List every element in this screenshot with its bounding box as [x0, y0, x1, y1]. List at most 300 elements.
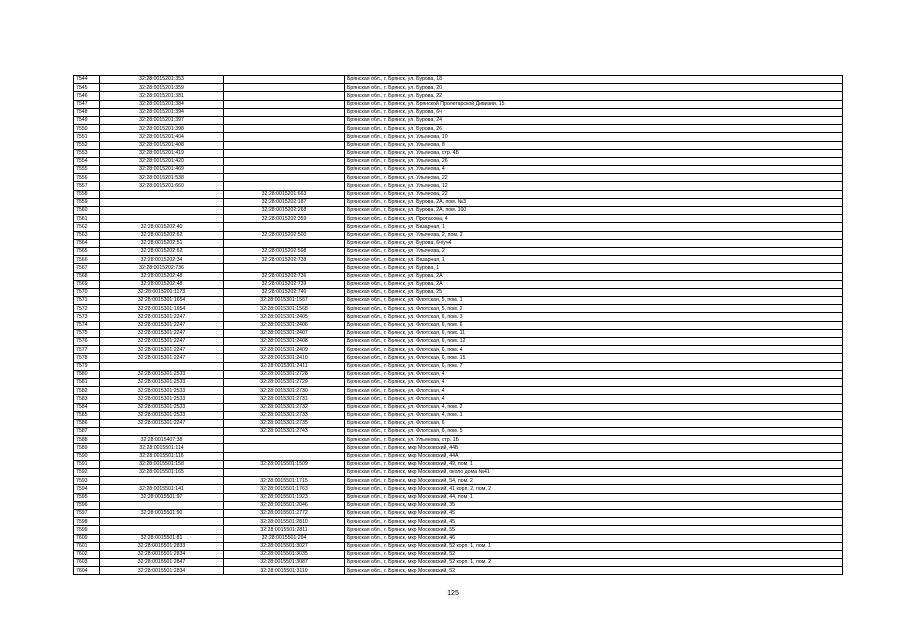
address-cell: Брянская обл., г. Брянск, ул. Ульянова, 8 [345, 141, 843, 149]
table-row [74, 116, 843, 124]
row-number-cell: 7568 [74, 272, 100, 280]
row-number-cell: 7579 [74, 362, 100, 370]
address-cell: Брянская обл., г. Брянск, мкр Московский, 44А [345, 452, 843, 460]
land-cadastral-number-cell: 32:28:0015501:158 [100, 460, 224, 468]
address-cell: Брянская обл., г. Брянск, ул. Ульянова, 26 [345, 157, 843, 165]
row-number-cell: 7588 [74, 436, 100, 444]
land-cadastral-number-cell: 32:28:0015301:2247 [100, 321, 224, 329]
building-cadastral-number-cell [224, 239, 345, 247]
row-number-cell: 7562 [74, 223, 100, 231]
address-cell: Брянская обл., г. Брянск, ул. Флотская, 6, пом. 12 [345, 338, 843, 346]
row-number-cell: 7557 [74, 182, 100, 190]
table-row [74, 378, 843, 386]
table-row [74, 329, 843, 337]
land-cadastral-number-cell: 32:28:0015202:736 [100, 264, 224, 272]
address-cell: Брянская обл., г. Брянск, ул. Ульянова, 22 [345, 190, 843, 198]
table-row [74, 534, 843, 542]
building-cadastral-number-cell [224, 174, 345, 182]
land-cadastral-number-cell: 32:28:0015201:397 [100, 116, 224, 124]
registry-table-body [74, 76, 843, 575]
land-cadastral-number-cell: 32:28:0015201:404 [100, 133, 224, 141]
address-cell: Брянская обл., г. Брянск, ул. Бурова, 2А, пом. №3 [345, 198, 843, 206]
table-row [74, 215, 843, 223]
row-number-cell: 7584 [74, 403, 100, 411]
address-cell: Брянская обл., г. Брянск, ул. Ульянова, стр. 1Б [345, 436, 843, 444]
building-cadastral-number-cell: 32:28:0015301:1567 [224, 297, 345, 305]
table-row [74, 182, 843, 190]
building-cadastral-number-cell [224, 116, 345, 124]
row-number-cell: 7544 [74, 76, 100, 84]
table-row [74, 460, 843, 468]
address-cell: Брянская обл., г. Брянск, ул. Флотская, 6, пом. 7 [345, 362, 843, 370]
table-row [74, 305, 843, 313]
building-cadastral-number-cell [224, 223, 345, 231]
table-row [74, 354, 843, 362]
table-row [74, 157, 843, 165]
land-cadastral-number-cell: 32:28:0015201:420 [100, 157, 224, 165]
building-cadastral-number-cell [224, 141, 345, 149]
table-row [74, 166, 843, 174]
land-cadastral-number-cell [100, 518, 224, 526]
row-number-cell: 7547 [74, 100, 100, 108]
building-cadastral-number-cell [224, 125, 345, 133]
row-number-cell: 7569 [74, 280, 100, 288]
address-cell: Брянская обл., г. Брянск, ул. Флотская, 6 [345, 419, 843, 427]
table-row [74, 141, 843, 149]
page-number: 125 [447, 590, 459, 597]
row-number-cell: 7577 [74, 346, 100, 354]
building-cadastral-number-cell: 32:28:0015301:2732 [224, 403, 345, 411]
land-cadastral-number-cell: 32:28:0015201:359 [100, 84, 224, 92]
row-number-cell: 7585 [74, 411, 100, 419]
table-row [74, 436, 843, 444]
building-cadastral-number-cell [224, 84, 345, 92]
address-cell: Брянская обл., г. Брянск, ул. Бурова, 1 [345, 264, 843, 272]
address-cell: Брянская обл., г. Брянск, ул. Флотская, 4, пом. 2 [345, 403, 843, 411]
table-row [74, 76, 843, 84]
table-row [74, 346, 843, 354]
table-row [74, 542, 843, 550]
building-cadastral-number-cell: 32:28:0015201:663 [224, 190, 345, 198]
address-cell: Брянская обл., г. Брянск, ул. Флотская, 6, пом. 3 [345, 313, 843, 321]
land-cadastral-number-cell: 32:28:0015301:2247 [100, 346, 224, 354]
address-cell: Брянская обл., г. Брянск, ул. Бурова, 2А [345, 272, 843, 280]
address-cell: Брянская обл., г. Брянск, ул. Бурова, 2А [345, 280, 843, 288]
building-cadastral-number-cell: 32:28:0015301:2411 [224, 362, 345, 370]
building-cadastral-number-cell: 32:28:0015301:2729 [224, 378, 345, 386]
building-cadastral-number-cell: 32:28:0015501:3035 [224, 550, 345, 558]
row-number-cell: 7548 [74, 108, 100, 116]
address-cell: Брянская обл., г. Брянск, ул. Флотская, 6, пом. 4 [345, 346, 843, 354]
table-row [74, 100, 843, 108]
address-cell: Брянская обл., г. Брянск, ул. Базарная, 1 [345, 256, 843, 264]
building-cadastral-number-cell: 32:28:0015501:3027 [224, 542, 345, 550]
table-row [74, 280, 843, 288]
land-cadastral-number-cell [100, 207, 224, 215]
table-row [74, 108, 843, 116]
table-row [74, 272, 843, 280]
table-row [74, 297, 843, 305]
table-row [74, 231, 843, 239]
building-cadastral-number-cell [224, 149, 345, 157]
row-number-cell: 7566 [74, 256, 100, 264]
address-cell: Брянская обл., г. Брянск, мкр Московский, 55 [345, 526, 843, 534]
building-cadastral-number-cell: 32:28:0015501:1923 [224, 493, 345, 501]
land-cadastral-number-cell: 32:28:0015202:62 [100, 247, 224, 255]
row-number-cell: 7571 [74, 297, 100, 305]
row-number-cell: 7556 [74, 174, 100, 182]
table-row [74, 149, 843, 157]
land-cadastral-number-cell: 32:28:0015201:398 [100, 125, 224, 133]
table-row [74, 469, 843, 477]
row-number-cell: 7565 [74, 247, 100, 255]
table-row [74, 567, 843, 575]
address-cell: Брянская обл., г. Брянск, мкр Московский, 45 [345, 509, 843, 517]
row-number-cell: 7600 [74, 534, 100, 542]
land-cadastral-number-cell: 32:28:0015501:2847 [100, 559, 224, 567]
table-row [74, 444, 843, 452]
address-cell: Брянская обл., г. Брянск, ул. Флотская, 4 [345, 387, 843, 395]
table-row [74, 419, 843, 427]
row-number-cell: 7570 [74, 288, 100, 296]
table-row [74, 239, 843, 247]
table-row [74, 133, 843, 141]
table-row [74, 190, 843, 198]
land-cadastral-number-cell: 32:28:0015501:114 [100, 444, 224, 452]
building-cadastral-number-cell: 32:28:0015301:2405 [224, 313, 345, 321]
address-cell: Брянская обл., г. Брянск, ул. Флотская, 6, пом. 6 [345, 321, 843, 329]
row-number-cell: 7550 [74, 125, 100, 133]
building-cadastral-number-cell: 32:28:0015301:2743 [224, 428, 345, 436]
address-cell: Брянская обл., г. Брянск, ул. Ульянова, 2, пом. 2 [345, 231, 843, 239]
address-cell: Брянская обл., г. Брянск, ул. Флотская, 6, пом. 11 [345, 329, 843, 337]
address-cell: Брянская обл., г. Брянск, ул. Брянской Пролетарской Дивизии, 15 [345, 100, 843, 108]
building-cadastral-number-cell [224, 444, 345, 452]
land-cadastral-number-cell: 32:28:0015301:2533 [100, 378, 224, 386]
address-cell: Брянская обл., г. Брянск, ул. Флотская, 4 [345, 395, 843, 403]
building-cadastral-number-cell: 32:28:0015301:2728 [224, 370, 345, 378]
land-cadastral-number-cell: 32:28:0015407:38 [100, 436, 224, 444]
address-cell: Брянская обл., г. Брянск, ул. Флотская, 5, пом. 1 [345, 297, 843, 305]
row-number-cell: 7604 [74, 567, 100, 575]
address-cell: Брянская обл., г. Брянск, ул. Базарная, 1 [345, 223, 843, 231]
building-cadastral-number-cell: 32:28:0015202:736 [224, 272, 345, 280]
row-number-cell: 7590 [74, 452, 100, 460]
address-cell: Брянская обл., г. Брянск, ул. Флотская, 4, пом. 1 [345, 411, 843, 419]
building-cadastral-number-cell: 32:28:0015301:2730 [224, 387, 345, 395]
building-cadastral-number-cell [224, 76, 345, 84]
building-cadastral-number-cell: 32:28:0015202:500 [224, 231, 345, 239]
row-number-cell: 7574 [74, 321, 100, 329]
land-cadastral-number-cell [100, 501, 224, 509]
row-number-cell: 7587 [74, 428, 100, 436]
table-row [74, 387, 843, 395]
row-number-cell: 7575 [74, 329, 100, 337]
table-row [74, 362, 843, 370]
table-row [74, 174, 843, 182]
land-cadastral-number-cell: 32:28:0015301:2533 [100, 387, 224, 395]
address-cell: Брянская обл., г. Брянск, мкр Московский, 52 корп. 1, пом. 2 [345, 559, 843, 567]
land-cadastral-number-cell: 32:28:0015301:2247 [100, 419, 224, 427]
row-number-cell: 7586 [74, 419, 100, 427]
building-cadastral-number-cell: 32:28:0015501:2810 [224, 518, 345, 526]
building-cadastral-number-cell: 32:28:0015301:2409 [224, 346, 345, 354]
land-cadastral-number-cell: 32:28:0015201:538 [100, 174, 224, 182]
land-cadastral-number-cell: 32:28:0015301:2533 [100, 411, 224, 419]
table-row [74, 84, 843, 92]
row-number-cell: 7596 [74, 501, 100, 509]
land-cadastral-number-cell: 32:28:0015202:51 [100, 239, 224, 247]
building-cadastral-number-cell: 32:28:0015202:740 [224, 288, 345, 296]
land-cadastral-number-cell: 32:28:0015501:116 [100, 452, 224, 460]
table-row [74, 256, 843, 264]
land-cadastral-number-cell: 32:28:0015301:2247 [100, 329, 224, 337]
address-cell: Брянская обл., г. Брянск, мкр Московский, 45 [345, 518, 843, 526]
table-row [74, 452, 843, 460]
building-cadastral-number-cell [224, 108, 345, 116]
building-cadastral-number-cell [224, 92, 345, 100]
row-number-cell: 7602 [74, 550, 100, 558]
land-cadastral-number-cell: 32:28:0015201:469 [100, 166, 224, 174]
building-cadastral-number-cell: 32:28:0015301:2407 [224, 329, 345, 337]
address-cell: Брянская обл., г. Брянск, мкр Московский, 46 [345, 534, 843, 542]
land-cadastral-number-cell: 32:28:0015301:2247 [100, 313, 224, 321]
table-row [74, 338, 843, 346]
land-cadastral-number-cell: 32:28:0015202:48 [100, 280, 224, 288]
table-row [74, 92, 843, 100]
building-cadastral-number-cell [224, 436, 345, 444]
table-row [74, 207, 843, 215]
land-cadastral-number-cell: 32:28:0015301:1654 [100, 297, 224, 305]
address-cell: Брянская обл., г. Брянск, ул. Бурова, 22 [345, 92, 843, 100]
land-cadastral-number-cell: 32:28:0015301:1654 [100, 305, 224, 313]
row-number-cell: 7598 [74, 518, 100, 526]
table-row [74, 550, 843, 558]
address-cell: Брянская обл., г. Брянск, ул. Бурова, 24 [345, 116, 843, 124]
row-number-cell: 7573 [74, 313, 100, 321]
building-cadastral-number-cell [224, 469, 345, 477]
row-number-cell: 7549 [74, 116, 100, 124]
row-number-cell: 7595 [74, 493, 100, 501]
land-cadastral-number-cell: 32:28:0015301:2247 [100, 354, 224, 362]
table-row [74, 518, 843, 526]
row-number-cell: 7553 [74, 149, 100, 157]
building-cadastral-number-cell [224, 100, 345, 108]
address-cell: Брянская обл., г. Брянск, ул. Ульянова, 2 [345, 247, 843, 255]
table-row [74, 485, 843, 493]
table-row [74, 223, 843, 231]
address-cell: Брянская обл., г. Брянск, мкр Московский, 44, пом. 1 [345, 493, 843, 501]
address-cell: Брянская обл., г. Брянск, ул. Ульянова, 4 [345, 166, 843, 174]
address-cell: Брянская обл., г. Брянск, ул. Бурова, 26 [345, 125, 843, 133]
building-cadastral-number-cell: 32:28:0015501:294 [224, 534, 345, 542]
address-cell: Брянская обл., г. Брянск, мкр Московский, 52 [345, 567, 843, 575]
table-row [74, 411, 843, 419]
building-cadastral-number-cell: 32:28:0015301:2410 [224, 354, 345, 362]
land-cadastral-number-cell: 32:28:0015202:48 [100, 272, 224, 280]
land-cadastral-number-cell [100, 198, 224, 206]
address-cell: Брянская обл., г. Брянск, ул. Ульянова, 22 [345, 174, 843, 182]
table-row [74, 288, 843, 296]
row-number-cell: 7554 [74, 157, 100, 165]
building-cadastral-number-cell: 32:28:0015501:2811 [224, 526, 345, 534]
land-cadastral-number-cell: 32:28:0015201:384 [100, 100, 224, 108]
building-cadastral-number-cell: 32:28:0015301:2408 [224, 338, 345, 346]
building-cadastral-number-cell: 32:28:0015501:1763 [224, 485, 345, 493]
land-cadastral-number-cell: 32:28:0015201:394 [100, 108, 224, 116]
row-number-cell: 7599 [74, 526, 100, 534]
row-number-cell: 7591 [74, 460, 100, 468]
address-cell: Брянская обл., г. Брянск, ул. Бурова, 6ч/уч4 [345, 239, 843, 247]
land-cadastral-number-cell: 32:28:0015501:90 [100, 509, 224, 517]
address-cell: Брянская обл., г. Брянск, мкр Московский, 52 [345, 550, 843, 558]
row-number-cell: 7551 [74, 133, 100, 141]
land-cadastral-number-cell: 32:28:0015201:353 [100, 76, 224, 84]
building-cadastral-number-cell: 32:28:0015501:1509 [224, 460, 345, 468]
land-cadastral-number-cell: 32:28:0015201:381 [100, 92, 224, 100]
row-number-cell: 7559 [74, 198, 100, 206]
building-cadastral-number-cell: 32:28:0015202:187 [224, 198, 345, 206]
table-row [74, 321, 843, 329]
address-cell: Брянская обл., г. Брянск, мкр Московский, около дома №41 [345, 469, 843, 477]
registry-table [73, 75, 843, 575]
address-cell: Брянская обл., г. Брянск, ул. Флотская, 5, пом. 2 [345, 305, 843, 313]
table-row [74, 247, 843, 255]
building-cadastral-number-cell: 32:28:0015501:3119 [224, 567, 345, 575]
row-number-cell: 7555 [74, 166, 100, 174]
address-cell: Брянская обл., г. Брянск, ул. Бурова, 18 [345, 76, 843, 84]
row-number-cell: 7589 [74, 444, 100, 452]
land-cadastral-number-cell: 32:28:0015201:1173 [100, 288, 224, 296]
address-cell: Брянская обл., г. Брянск, мкр Московский, 49, пом. 1 [345, 460, 843, 468]
row-number-cell: 7603 [74, 559, 100, 567]
land-cadastral-number-cell: 32:28:0015202:40 [100, 223, 224, 231]
row-number-cell: 7563 [74, 231, 100, 239]
row-number-cell: 7572 [74, 305, 100, 313]
building-cadastral-number-cell [224, 182, 345, 190]
building-cadastral-number-cell: 32:28:0015301:2406 [224, 321, 345, 329]
address-cell: Брянская обл., г. Брянск, ул. Ульянова, стр. 4Б [345, 149, 843, 157]
address-cell: Брянская обл., г. Брянск, мкр Московский, 44Б [345, 444, 843, 452]
row-number-cell: 7592 [74, 469, 100, 477]
land-cadastral-number-cell: 32:28:0015202:62 [100, 231, 224, 239]
address-cell: Брянская обл., г. Брянск, ул. Ульянова, 10 [345, 133, 843, 141]
building-cadastral-number-cell: 32:28:0015301:1568 [224, 305, 345, 313]
row-number-cell: 7580 [74, 370, 100, 378]
land-cadastral-number-cell: 32:28:0015501:2834 [100, 550, 224, 558]
table-row [74, 509, 843, 517]
building-cadastral-number-cell [224, 264, 345, 272]
address-cell: Брянская обл., г. Брянск, ул. Бурова, 2А, пом. 100 [345, 207, 843, 215]
address-cell: Брянская обл., г. Брянск, ул. Флотская, 4 [345, 378, 843, 386]
table-row [74, 403, 843, 411]
row-number-cell: 7558 [74, 190, 100, 198]
table-row [74, 313, 843, 321]
land-cadastral-number-cell: 32:28:0015501:97 [100, 493, 224, 501]
land-cadastral-number-cell: 32:28:0015301:2247 [100, 338, 224, 346]
table-row [74, 125, 843, 133]
building-cadastral-number-cell: 32:28:0015202:359 [224, 215, 345, 223]
land-cadastral-number-cell: 32:28:0015202:34 [100, 256, 224, 264]
table-row [74, 501, 843, 509]
building-cadastral-number-cell: 32:28:0015301:2735 [224, 419, 345, 427]
building-cadastral-number-cell: 32:28:0015202:598 [224, 247, 345, 255]
row-number-cell: 7593 [74, 477, 100, 485]
land-cadastral-number-cell: 32:28:0015501:165 [100, 469, 224, 477]
land-cadastral-number-cell [100, 215, 224, 223]
table-row [74, 477, 843, 485]
row-number-cell: 7561 [74, 215, 100, 223]
row-number-cell: 7601 [74, 542, 100, 550]
row-number-cell: 7552 [74, 141, 100, 149]
building-cadastral-number-cell: 32:28:0015501:1715 [224, 477, 345, 485]
building-cadastral-number-cell: 32:28:0015301:2733 [224, 411, 345, 419]
address-cell: Брянская обл., г. Брянск, ул. Протасова, 4 [345, 215, 843, 223]
land-cadastral-number-cell: 32:28:0015501:2833 [100, 542, 224, 550]
building-cadastral-number-cell: 32:28:0015301:2731 [224, 395, 345, 403]
table-row [74, 493, 843, 501]
table-row [74, 198, 843, 206]
land-cadastral-number-cell [100, 190, 224, 198]
address-cell: Брянская обл., г. Брянск, ул. Бурова, 25 [345, 288, 843, 296]
building-cadastral-number-cell [224, 133, 345, 141]
land-cadastral-number-cell: 32:28:0015201:419 [100, 149, 224, 157]
table-row [74, 428, 843, 436]
address-cell: Брянская обл., г. Брянск, мкр Московский, 41 корп. 2, пом. 2 [345, 485, 843, 493]
row-number-cell: 7582 [74, 387, 100, 395]
building-cadastral-number-cell: 32:28:0015501:2772 [224, 509, 345, 517]
building-cadastral-number-cell: 32:28:0015202:268 [224, 207, 345, 215]
building-cadastral-number-cell: 32:28:0015202:739 [224, 280, 345, 288]
address-cell: Брянская обл., г. Брянск, ул. Бурова, 6ч [345, 108, 843, 116]
building-cadastral-number-cell: 32:28:0015501:3087 [224, 559, 345, 567]
address-cell: Брянская обл., г. Брянск, ул. Флотская, 6, пом. 5 [345, 428, 843, 436]
land-cadastral-number-cell [100, 362, 224, 370]
row-number-cell: 7597 [74, 509, 100, 517]
land-cadastral-number-cell: 32:28:0015501:81 [100, 534, 224, 542]
land-cadastral-number-cell [100, 477, 224, 485]
row-number-cell: 7560 [74, 207, 100, 215]
building-cadastral-number-cell [224, 452, 345, 460]
table-row [74, 395, 843, 403]
land-cadastral-number-cell: 32:28:0015301:2533 [100, 403, 224, 411]
row-number-cell: 7564 [74, 239, 100, 247]
land-cadastral-number-cell: 32:28:0015301:2533 [100, 395, 224, 403]
land-cadastral-number-cell: 32:28:0015501:141 [100, 485, 224, 493]
land-cadastral-number-cell: 32:28:0015301:2533 [100, 370, 224, 378]
land-cadastral-number-cell: 32:28:0015501:2834 [100, 567, 224, 575]
row-number-cell: 7578 [74, 354, 100, 362]
land-cadastral-number-cell: 32:28:0015201:408 [100, 141, 224, 149]
row-number-cell: 7576 [74, 338, 100, 346]
row-number-cell: 7581 [74, 378, 100, 386]
address-cell: Брянская обл., г. Брянск, ул. Флотская, 6, пом. 15 [345, 354, 843, 362]
land-cadastral-number-cell: 32:28:0015201:660 [100, 182, 224, 190]
building-cadastral-number-cell: 32:28:0015202:738 [224, 256, 345, 264]
row-number-cell: 7583 [74, 395, 100, 403]
address-cell: Брянская обл., г. Брянск, мкр Московский, 54, пом. 2 [345, 477, 843, 485]
building-cadastral-number-cell: 32:28:0015501:2046 [224, 501, 345, 509]
land-cadastral-number-cell [100, 428, 224, 436]
address-cell: Брянская обл., г. Брянск, ул. Бурова, 20 [345, 84, 843, 92]
row-number-cell: 7545 [74, 84, 100, 92]
address-cell: Брянская обл., г. Брянск, мкр Московский, 52 корп. 1, пом. 1 [345, 542, 843, 550]
address-cell: Брянская обл., г. Брянск, ул. Ульянова, 12 [345, 182, 843, 190]
table-row [74, 370, 843, 378]
address-cell: Брянская обл., г. Брянск, мкр Московский, 35 [345, 501, 843, 509]
table-row [74, 559, 843, 567]
row-number-cell: 7594 [74, 485, 100, 493]
